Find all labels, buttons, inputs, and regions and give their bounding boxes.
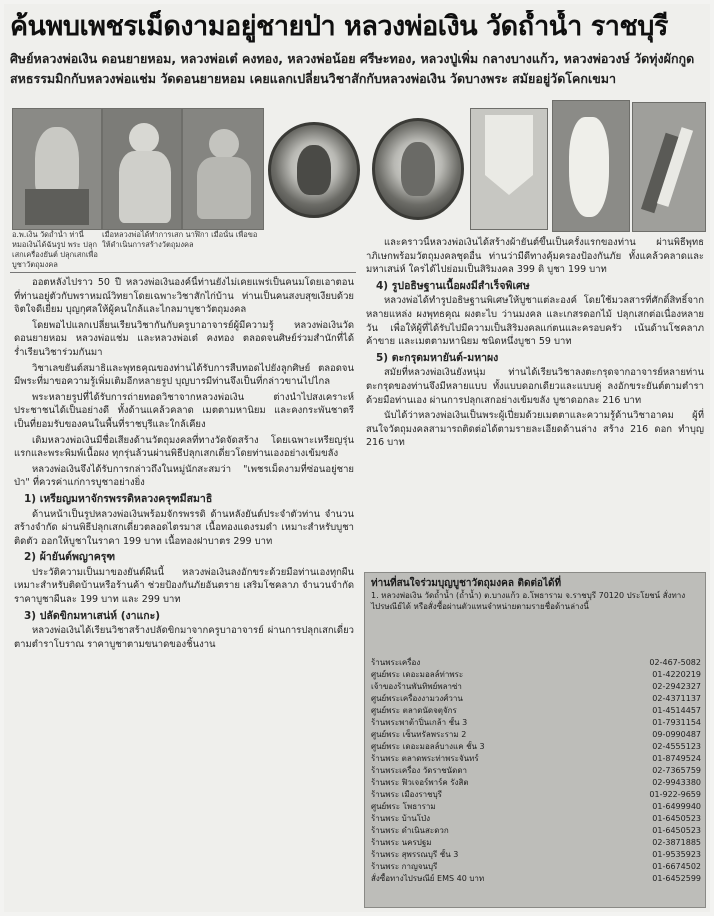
- article-paragraph: หลวงพ่อได้ทำรูปอธิษฐานพิเศษให้บูชาแต่ละองค์ โดยใช้มวลสารที่ศักดิ์สิทธิ์จากหลายแหล่ง ผงพุทธคุณ ผงตะไบ ว่านมงคล และเกสรดอกไม้ ปลุกเสกต่อเนื่องหลายวัน เพื่อให้ผู้ที่ได้รับไปมีความเป็นสิริมงคลแก่ตนและครอบครัว เน้นด้านโชคลาภ ค้าขาย และเมตตามหานิยม ชนิดหนึ่งบูชา 59 บาท: [366, 295, 704, 348]
- contact-phone: 02-4371137: [652, 694, 701, 703]
- contact-row: [371, 681, 701, 693]
- article-paragraph: เดิมหลวงพ่อเงินมีชื่อเสียงด้านวัตถุมงคลที่ทางวัดจัดสร้าง โดยเฉพาะเหรียญรุ่นแรกและพระพิมพ์เนื้อผง ทุกรุ่นล้วนผ่านพิธีปลุกเสกเดี่ยวโดยท่านเองอย่างเข้มขลัง: [14, 434, 354, 460]
- contact-name: ร้านพระเครื่อง: [371, 658, 421, 667]
- contact-phone: 01-6499940: [652, 802, 701, 811]
- contact-row: [371, 669, 701, 681]
- contact-box-intro: 1. หลวงพ่อเงิน วัดถ้ำน้ำ (ถ้ำน้ำ) ต.บางแก้ว อ.โพธาราม จ.ราชบุรี 70120 ประโยชน์ สั่งทางไปรษณีย์ได้ หรือสั่งซื้อผ่านตัวแทนจำหน่ายตามรายชื่อด้านล่างนี้: [371, 591, 686, 611]
- contact-phone: 02-4555123: [652, 742, 701, 751]
- contact-name: ร้านพระ ฟิวเจอร์พาร์ค รังสิต: [371, 778, 469, 787]
- photo-yant-cloth: [470, 108, 548, 230]
- contact-row: [371, 705, 701, 717]
- contact-phone: 02-2942327: [652, 682, 701, 691]
- contact-phone: 01-922-9659: [649, 790, 701, 799]
- subline-companions: สหธรรมมิกกับหลวงพ่อแช่ม วัดดอนยายหอม เคยแลกเปลี่ยนวิชาสักกับหลวงพ่อเงิน วัดบางพระ สมัยอยู่วัดโคกเขมา: [10, 71, 617, 86]
- contact-phone: 09-0990487: [652, 730, 701, 739]
- contact-row: [371, 729, 701, 741]
- subline-disciples: ศิษย์หลวงพ่อเงิน ดอนยายหอม, หลวงพ่อเต๋ คงทอง, หลวงพ่อน้อย ศรีษะทอง, หลวงปู่เพิ่ม กลางบางแก้ว, หลวงพ่อวงษ์ วัดทุ่งผักกูด: [10, 51, 695, 66]
- contact-name: ร้านพระพาต้าปิ่นเกล้า ชั้น 3: [371, 718, 468, 727]
- contact-name: ร้านพระ เมืองราชบุรี: [371, 790, 442, 799]
- photo-monk-sitting: [12, 108, 102, 230]
- article-paragraph: ด้านหน้าเป็นรูปหลวงพ่อเงินพร้อมจักรพรรดิ ด้านหลังยันต์ประจำตัวท่าน จำนวนสร้างจำกัด ผ่านพิธีปลุกเสกเดี่ยวตลอดไตรมาส เนื้อทองแดงรมดำ เหมาะสำหรับบูชาติดตัว ออกให้บูชาในราคา 199 บาท เนื้อทองฝาบาตร 299 บาท: [14, 508, 354, 547]
- article-paragraph: ออตหลังไปราว 50 ปี หลวงพ่อเงินองค์นี้ท่านยังไม่เคยแพร่เป็นคนมโดยเอาตอนที่ท่านอยู่ตัวกับพราหมณ์วิทยาโดยเฉพาะวิชาสักไก่บ้าน ท่านเป็นคนสงบสุขเงียบด้วยจิตใจดีเยี่ยม บุญกุศลให้ผู้คนใกล้และไกลมาบูชาวัตถุมงคล: [14, 277, 354, 316]
- photo-monk-ceremony: [182, 108, 264, 230]
- contact-name: ศูนย์พระเครื่องงามวงศ์วาน: [371, 694, 463, 703]
- contact-name: ร้านพระ บ้านโป่ง: [371, 814, 430, 823]
- contact-name: ร้านพระ นครปฐม: [371, 838, 432, 847]
- contact-box: [364, 572, 706, 908]
- contact-name: ศูนย์พระ โพธาราม: [371, 802, 436, 811]
- contact-row: [371, 765, 701, 777]
- contact-name: ร้านพระ สุพรรณบุรี ชั้น 3: [371, 850, 459, 859]
- medal-back: [372, 118, 464, 220]
- contact-name: เจ้าของร้านพันทิพย์พลาซ่า: [371, 682, 462, 691]
- contact-phone: 01-6450523: [652, 814, 701, 823]
- article-paragraph: นับได้ว่าหลวงพ่อเงินเป็นพระผู้เปี่ยมด้วยเมตตาและความรู้ด้านวิชาอาคม ผู้ที่สนใจวัตถุมงคลสามารถติดต่อได้ตามรายละเอียดด้านล่าง สร้าง 216 ดอก ทำบุญ 216 บาท: [366, 410, 704, 449]
- article-paragraph: พระหลายรูปที่ได้รับการถ่ายทอดวิชาจากหลวงพ่อเงิน ต่างนำไปสงเคราะห์ประชาชนได้เป็นอย่างดี ทั้งด้านแคล้วคลาด เมตตามหานิยม และคงกระพันชาตรี เป็นที่ยอมรับของคนในพื้นที่ราชบุรีและใกล้เคียง: [14, 391, 354, 430]
- contact-name: ศูนย์พระ เซ็นทรัลพระราม 2: [371, 730, 467, 739]
- article-left-column: [14, 276, 354, 908]
- headline: ค้นพบเพชรเม็ดงามอยู่ชายป่า หลวงพ่อเงิน วัดถ้ำน้ำ ราชบุรี: [10, 11, 668, 42]
- medal-front: [268, 122, 360, 218]
- article-paragraph: โดยพอไปแลกเปลี่ยนเรียนวิชากันกับครูบาอาจารย์ผู้มีความรู้ หลวงพ่อเงินวัดดอนยายหอม หลวงพ่อแช่ม และหลวงพ่อเต๋ คงทอง ตลอดจนศิษย์ร่วมสำนักที่ได้ร่ำเรียนวิชาร่วมกันมา: [14, 319, 354, 358]
- article-paragraph: ประวัติความเป็นมาของยันต์ผืนนี้ หลวงพ่อเงินลงอักขระด้วยมือท่านเองทุกผืน เหมาะสำหรับติดบ้านหรือร้านค้า ช่วยป้องกันภัยอันตราย เสริมโชคลาภ จำนวนจำกัด ราคาบูชาผืนละ 199 บาท และ 299 บาท: [14, 566, 354, 606]
- photo-takrut: [632, 102, 706, 232]
- contact-phone: 01-6674502: [652, 862, 701, 871]
- contact-name: ศูนย์พระ เดอะมอลล์ท่าพระ: [371, 670, 464, 679]
- contact-phone: 02-467-5082: [649, 658, 701, 667]
- contact-row: [371, 861, 701, 873]
- contact-row: [371, 753, 701, 765]
- contact-name: ร้านพระ กาญจนบุรี: [371, 862, 438, 871]
- photo-amulet-paladkhik: [552, 100, 630, 232]
- contact-phone: 01-4514457: [652, 706, 701, 715]
- section-heading: 4) รูปอธิษฐานเนื้อผงมีสำเร็จพิเศษ: [376, 279, 530, 292]
- contact-phone: 01-7931154: [652, 718, 701, 727]
- contact-list: [371, 657, 701, 885]
- contact-box-title: ท่านที่สนใจร่วมบุญบูชาวัตถุมงคล ติดต่อได้ที่: [371, 578, 562, 589]
- article-paragraph: หลวงพ่อเงินจึงได้รับการกล่าวถึงในหมู่นักสะสมว่า "เพชรเม็ดงามที่ซ่อนอยู่ชายป่า" ที่ควรค่าแก่การบูชาอย่างยิ่ง: [14, 463, 354, 489]
- article-right-column: [366, 236, 704, 570]
- contact-row: [371, 801, 701, 813]
- contact-phone: 02-9943380: [652, 778, 701, 787]
- contact-name: ร้านพระ ดำเนินสะดวก: [371, 826, 449, 835]
- contact-phone: 01-4220219: [652, 670, 701, 679]
- contact-row: [371, 873, 701, 885]
- contact-row: [371, 693, 701, 705]
- contact-row: [371, 849, 701, 861]
- section-heading: 1) เหรียญมหาจักรพรรดิหลวงครุฑมีสมาธิ: [24, 492, 213, 505]
- caption-photo-2: เมื่อหลวงพ่อได้ทำการเสก นาฬิกา เมื่อนั้น เพื่อขอให้ดำเนินการสร้างวัตถุมงคล: [102, 230, 258, 249]
- newspaper-page: [4, 4, 710, 912]
- contact-row: [371, 741, 701, 753]
- section-heading: 5) ตะกรุดมหายันต์-มหาผง: [376, 351, 499, 364]
- contact-row: [371, 837, 701, 849]
- contact-name: สั่งซื้อทางไปรษณีย์ EMS 40 บาท: [371, 874, 485, 883]
- article-paragraph: สมัยที่หลวงพ่อเงินยังหนุ่ม ท่านได้เรียนวิชาลงตะกรุดจากอาจารย์หลายท่าน ตะกรุดของท่านจึงมีหลายแบบ ทั้งแบบดอกเดียวและแบบคู่ ลงอักขระยันต์ตามตำราด้วยมือท่านเอง ผ่านการปลุกเสกอย่างเข้มขลัง บูชาดอกละ 216 บาท: [366, 367, 704, 406]
- caption-photo-1: อ.พ.เงิน วัดถ้ำน้ำ ท่านี้ หมอเงินได้ฉันรูป พระ ปลุกเสกเครื่องยันต์ ปลุกเสกเพื่อบูชาวัตถุมงคล: [12, 230, 98, 269]
- contact-row: [371, 825, 701, 837]
- contact-row: [371, 813, 701, 825]
- contact-phone: 02-7365759: [652, 766, 701, 775]
- divider-left: [10, 272, 356, 273]
- article-paragraph: และคราวนี้หลวงพ่อเงินได้สร้างผ้ายันต์ขึ้นเป็นครั้งแรกของท่าน ผ่านพิธีพุทธาภิเษกพร้อมวัตถุมงคลชุดอื่น ท่านว่ามีดีทางคุ้มครองป้องกันภัย ทั้งแคล้วคลาดและมหาเสน่ห์ ใครได้ไปย่อมเป็นสิริมงคล 399 ดิ บูชา 199 บาท: [366, 237, 704, 276]
- contact-name: ศูนย์พระ ตลาดนัดจตุจักร: [371, 706, 457, 715]
- article-paragraph: หลวงพ่อเงินได้เรียนวิชาสร้างปลัดขิกมาจากครูบาอาจารย์ ผ่านการปลุกเสกเดี่ยวตามตำราโบราณ ราคาบูชาตามขนาดของชิ้นงาน: [14, 625, 354, 650]
- contact-name: ร้านพระเครื่อง วัดราชนัดดา: [371, 766, 468, 775]
- contact-phone: 01-9535923: [652, 850, 701, 859]
- contact-phone: 02-3871885: [652, 838, 701, 847]
- contact-row: [371, 717, 701, 729]
- contact-name: ร้านพระ ตลาดพระท่าพระจันทร์: [371, 754, 479, 763]
- article-paragraph: วิชาเลขยันต์สมาธิและพุทธคุณของท่านได้รับการสืบทอดไปยังลูกศิษย์ ตลอดจนมีพระที่มาขอความรู้เพิ่มเติมอีกหลายรูป บุญบารมีท่านจึงเป็นที่กล่าวขานไปไกล: [14, 362, 354, 388]
- section-heading: 3) ปลัดขิกมหาเสน่ห์ (งาแกะ): [24, 609, 161, 622]
- contact-row: [371, 657, 701, 669]
- contact-row: [371, 789, 701, 801]
- contact-name: ศูนย์พระ เดอะมอลล์บางแค ชั้น 3: [371, 742, 485, 751]
- section-heading: 2) ผ้ายันต์พญาครุฑ: [24, 551, 116, 564]
- contact-row: [371, 777, 701, 789]
- photo-monk-blessing: [102, 108, 182, 230]
- contact-phone: 01-8749524: [652, 754, 701, 763]
- contact-phone: 01-6452599: [652, 874, 701, 883]
- contact-phone: 01-6450523: [652, 826, 701, 835]
